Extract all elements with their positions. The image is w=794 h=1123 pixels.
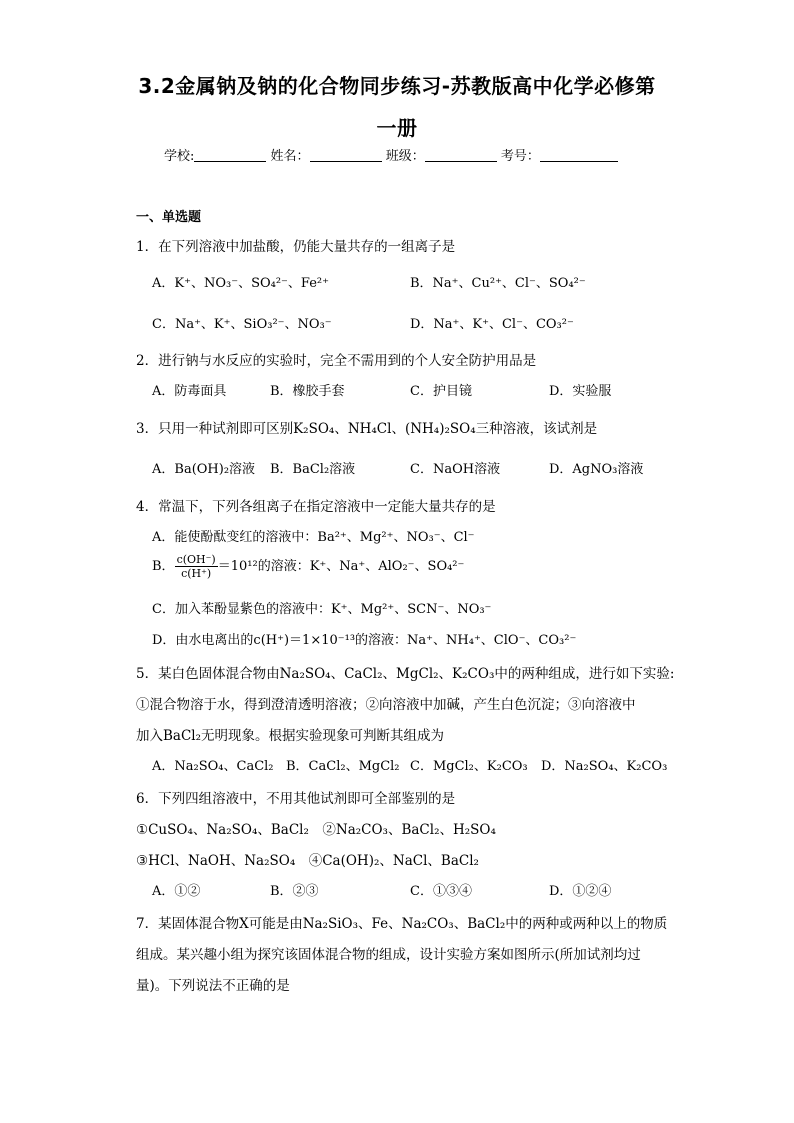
fraction-numerator: c(OH⁻): [176, 553, 216, 566]
question-1-option-d: D．Na⁺、K⁺、Cl⁻、CO₃²⁻: [410, 317, 574, 332]
question-5-line3: 加入BaCl₂无明现象。根据实验现象可判断其组成为: [136, 728, 445, 744]
question-5-line2: ①混合物溶于水，得到澄清透明溶液；②向溶液中加碱，产生白色沉淀；③向溶液中: [136, 697, 636, 713]
question-3-option-b: B．BaCl₂溶液: [270, 462, 356, 477]
question-3-option-a: A．Ba(OH)₂溶液: [152, 462, 256, 477]
exam-no-blank[interactable]: [540, 148, 618, 162]
question-3-stem: 3．只用一种试剂即可区别K₂SO₄、NH₄Cl、(NH₄)₂SO₄三种溶液，该试剂是: [136, 421, 598, 437]
question-1-option-a: A．K⁺、NO₃⁻、SO₄²⁻、Fe²⁺: [152, 276, 329, 291]
school-label: 学校:: [164, 149, 195, 164]
question-4-option-b: [152, 553, 464, 580]
question-6-groups-line2: ③HCl、NaOH、Na₂SO₄ ④Ca(OH)₂、NaCl、BaCl₂: [136, 853, 479, 869]
question-1-option-b: B．Na⁺、Cu²⁺、Cl⁻、SO₄²⁻: [410, 276, 586, 291]
question-4-option-b-rest: ＝10¹²的溶液：K⁺、Na⁺、AlO₂⁻、SO₄²⁻: [217, 559, 465, 574]
question-4-option-b-prefix: B．: [152, 559, 175, 574]
question-4-option-d: D．由水电离出的c(H⁺)＝1×10⁻¹³的溶液：Na⁺、NH₄⁺、ClO⁻、CO₃²⁻: [152, 633, 577, 648]
question-1-stem: 1．在下列溶液中加盐酸，仍能大量共存的一组离子是: [136, 239, 456, 255]
student-info-row: [164, 145, 618, 164]
question-1-option-c: C．Na⁺、K⁺、SiO₃²⁻、NO₃⁻: [152, 317, 332, 332]
exam-no-label: 考号：: [500, 149, 540, 164]
question-6-option-c: C．①③④: [410, 884, 472, 899]
question-5-line1: 5．某白色固体混合物由Na₂SO₄、CaCl₂、MgCl₂、K₂CO₃中的两种组成，进行如下实验:: [136, 666, 675, 682]
question-2-option-c: C．护目镜: [410, 384, 472, 399]
class-label: 班级：: [385, 149, 425, 164]
question-7-line2: 组成。某兴趣小组为探究该固体混合物的组成，设计实验方案如图所示(所加试剂均过: [136, 947, 641, 963]
section-heading: 一、单选题: [136, 210, 202, 225]
school-blank[interactable]: [194, 148, 266, 162]
question-4-stem: 4．常温下，下列各组离子在指定溶液中一定能大量共存的是: [136, 499, 496, 515]
question-7-line3: 量)。下列说法不正确的是: [136, 978, 290, 994]
question-6-stem: 6．下列四组溶液中，不用其他试剂即可全部鉴别的是: [136, 791, 456, 807]
question-4-option-a: A．能使酚酞变红的溶液中：Ba²⁺、Mg²⁺、NO₃⁻、Cl⁻: [152, 530, 475, 545]
question-5-option-d: D．Na₂SO₄、K₂CO₃: [541, 759, 668, 774]
question-2-stem: 2．进行钠与水反应的实验时，完全不需用到的个人安全防护用品是: [136, 353, 537, 369]
name-blank[interactable]: [310, 148, 382, 162]
question-5-option-a: A．Na₂SO₄、CaCl₂: [152, 759, 274, 774]
question-5-option-b: B．CaCl₂、MgCl₂: [286, 759, 400, 774]
question-5-option-c: C．MgCl₂、K₂CO₃: [410, 759, 528, 774]
question-2-option-d: D．实验服: [549, 384, 612, 399]
question-3-option-c: C．NaOH溶液: [410, 462, 501, 477]
question-6-option-d: D．①②④: [549, 884, 612, 899]
question-6-option-b: B．②③: [270, 884, 319, 899]
question-2-option-b: B．橡胶手套: [270, 384, 345, 399]
name-label: 姓名：: [270, 149, 310, 164]
question-3-option-d: D．AgNO₃溶液: [549, 462, 644, 477]
question-6-groups-line1: ①CuSO₄、Na₂SO₄、BaCl₂ ②Na₂CO₃、BaCl₂、H₂SO₄: [136, 822, 496, 838]
question-2-option-a: A．防毒面具: [152, 384, 227, 399]
question-7-line1: 7．某固体混合物X可能是由Na₂SiO₃、Fe、Na₂CO₃、BaCl₂中的两种或两种以上的物质: [136, 916, 668, 932]
document-title-line2: 一册: [376, 116, 418, 140]
fraction-denominator: c(H⁺): [181, 567, 212, 580]
question-6-option-a: A．①②: [152, 884, 201, 899]
document-title-line1: 3.2金属钠及钠的化合物同步练习-苏教版高中化学必修第: [138, 74, 656, 98]
ion-ratio-fraction: [175, 553, 218, 580]
class-blank[interactable]: [425, 148, 497, 162]
question-4-option-c: C．加入苯酚显紫色的溶液中：K⁺、Mg²⁺、SCN⁻、NO₃⁻: [152, 602, 492, 617]
